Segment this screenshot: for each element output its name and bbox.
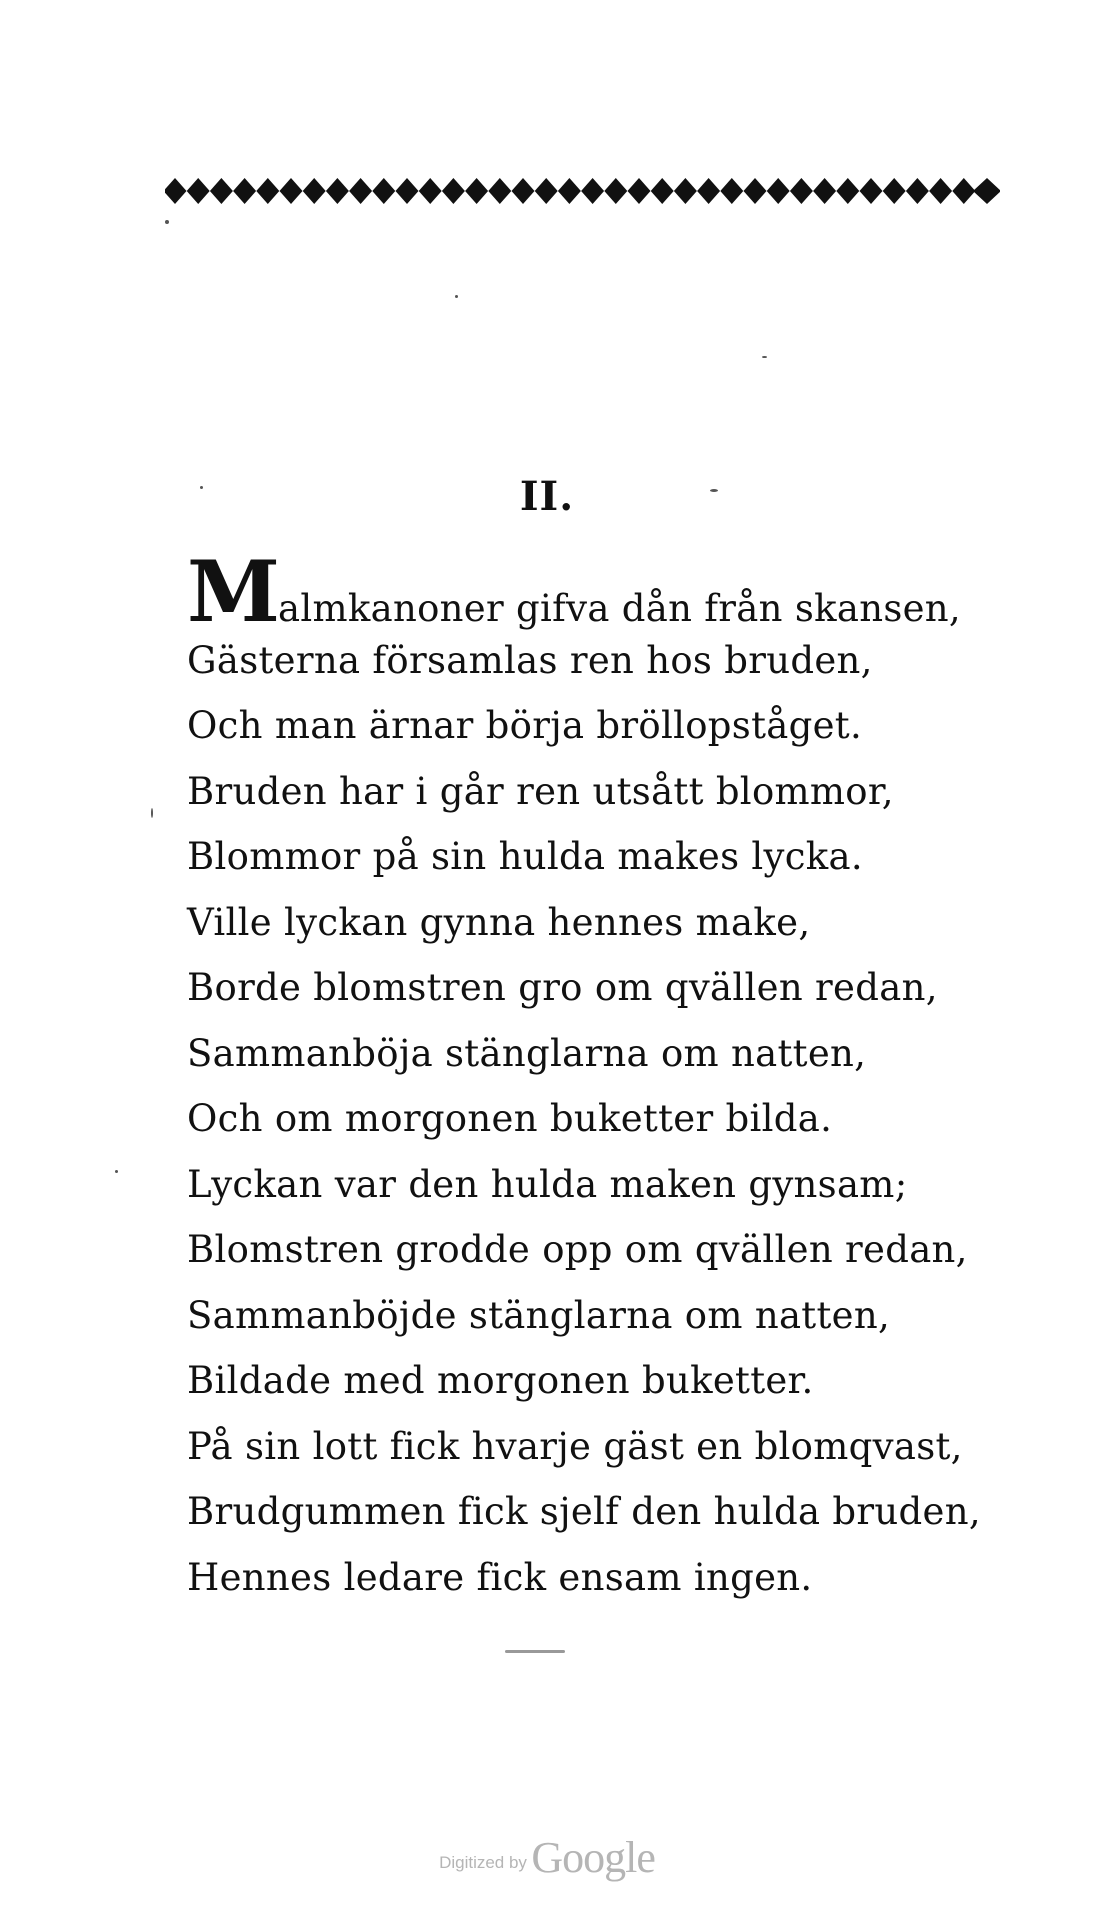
chapter-numeral: II. <box>519 473 575 520</box>
poem <box>187 542 1047 1610</box>
google-logo: Google <box>531 1833 655 1882</box>
digitized-by-label: Digitized by <box>439 1853 527 1872</box>
diamond-icon <box>233 178 256 204</box>
diamond-icon <box>581 178 604 204</box>
diamond-icon <box>535 178 558 204</box>
poem-line: Brudgummen fick sjelf den hulda bruden, <box>187 1490 981 1533</box>
print-speck <box>165 220 169 224</box>
diamond-icon <box>906 178 929 204</box>
poem-line: Sammanböja stänglarna om natten, <box>187 1031 867 1075</box>
diamond-icon <box>697 178 720 204</box>
poem-line: Ville lyckan gynna hennes make, <box>187 900 811 944</box>
poem-line: Gästerna församlas ren hos bruden, <box>187 638 873 682</box>
print-speck <box>115 1170 118 1173</box>
diamond-icon <box>280 178 303 204</box>
diamond-icon <box>396 178 419 204</box>
print-speck <box>762 356 767 358</box>
diamond-icon <box>929 178 952 204</box>
diamond-icon <box>790 178 813 204</box>
diamond-icon <box>836 178 859 204</box>
digitized-watermark <box>0 1832 1094 1883</box>
poem-line-first <box>187 542 1047 641</box>
poem-line: Och man ärnar börja bröllopståget. <box>187 704 863 747</box>
diamond-icon <box>488 178 511 204</box>
diamond-icon <box>628 178 651 204</box>
diamond-icon <box>558 178 581 204</box>
diamond-icon <box>512 178 535 204</box>
poem-line: Hennes ledare fick ensam ingen. <box>187 1555 813 1599</box>
diamond-icon <box>210 178 233 204</box>
diamond-icon <box>973 178 1000 204</box>
poem-line-text: almkanoner gifva dån från skansen, <box>277 587 961 630</box>
diamond-icon <box>303 178 326 204</box>
diamond-icon <box>326 178 349 204</box>
diamond-icon <box>767 178 790 204</box>
poem-line: Lyckan var den hulda maken gynsam; <box>187 1162 908 1206</box>
poem-line: Blommor på sin hulda makes lycka. <box>187 835 863 878</box>
poem-line: Blomstren grodde opp om qvällen redan, <box>187 1228 968 1271</box>
diamond-icon <box>372 178 395 204</box>
diamond-icon <box>165 178 187 204</box>
poem-line: Sammanböjde stänglarna om natten, <box>187 1293 891 1337</box>
diamond-icon <box>720 178 743 204</box>
diamond-icon <box>442 178 465 204</box>
print-speck <box>505 1650 565 1653</box>
diamond-icon <box>187 178 210 204</box>
poem-line: Och om morgonen buketter bilda. <box>187 1097 833 1140</box>
diamond-icon <box>860 178 883 204</box>
diamond-icon <box>651 178 674 204</box>
diamond-icon <box>349 178 372 204</box>
poem-line: Bildade med morgonen buketter. <box>187 1359 814 1402</box>
diamond-icon <box>674 178 697 204</box>
diamond-icon <box>952 178 975 204</box>
poem-line: Borde blomstren gro om qvällen redan, <box>187 966 938 1009</box>
poem-line: Bruden har i går ren utsått blommor, <box>187 769 894 813</box>
diamond-icon <box>744 178 767 204</box>
diamond-icon <box>604 178 627 204</box>
diamond-icon <box>256 178 279 204</box>
drop-cap: M <box>187 542 278 641</box>
diamond-icon <box>883 178 906 204</box>
diamond-icon <box>813 178 836 204</box>
poem-line: På sin lott fick hvarje gäst en blomqvast, <box>187 1424 963 1468</box>
diamond-border-icon <box>165 174 1000 208</box>
diamond-icon <box>465 178 488 204</box>
print-speck <box>151 808 153 818</box>
print-speck <box>455 295 458 298</box>
diamond-icon <box>419 178 442 204</box>
